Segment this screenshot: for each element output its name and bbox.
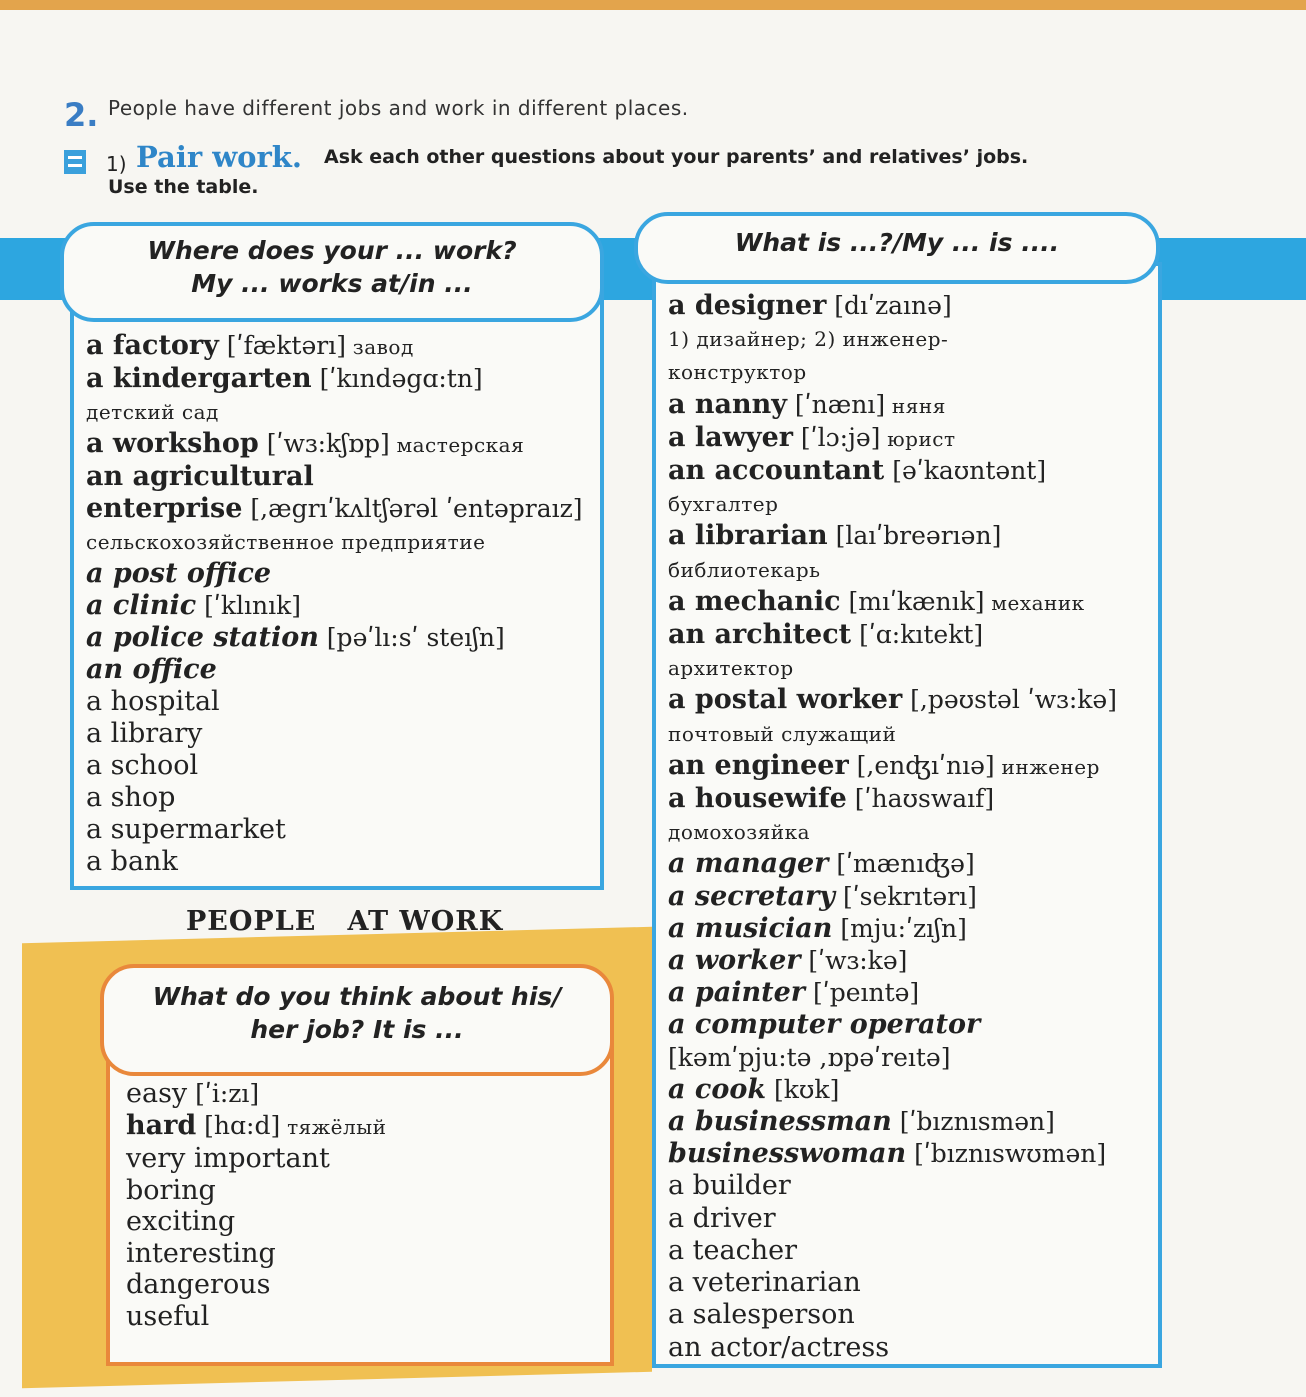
vocab-word: a supermarket (86, 814, 286, 845)
vocab-word: dangerous (126, 1269, 271, 1300)
vocab-word: a businessman (668, 1106, 892, 1138)
vocab-word: a bank (86, 846, 178, 877)
vocab-row (126, 1143, 386, 1175)
vocab-word: a veterinarian (668, 1267, 861, 1299)
vocab-word: a library (86, 718, 203, 749)
page-top-edge (0, 0, 1306, 10)
vocab-translation: сельскохозяйственное предприятие (86, 530, 486, 554)
vocab-word: easy (126, 1078, 188, 1109)
vocab-row (86, 846, 583, 878)
vocab-transcription: [kəmʹpju:tə ,ɒpəʹreıtə] (668, 1042, 951, 1072)
vocab-row (86, 558, 583, 590)
section-title: PEOPLE AT WORK (186, 906, 504, 937)
vocab-row (668, 520, 1117, 552)
vocab-word: interesting (126, 1237, 276, 1269)
vocab-row (668, 881, 1117, 913)
vocab-word: boring (126, 1174, 216, 1206)
vocab-row (126, 1110, 386, 1144)
vocab-row (86, 654, 583, 686)
vocab-row (668, 913, 1117, 945)
task-instruction-cont: Use the table. (108, 176, 259, 198)
vocab-row (668, 553, 1117, 586)
vocab-row (668, 586, 1117, 619)
places-bubble (60, 222, 604, 322)
vocab-transcription: [,ægrıʹkʌltʃərəl ʹentəpraız] (242, 494, 583, 523)
vocab-word: a hospital (86, 686, 220, 717)
vocab-translation: завод (345, 335, 414, 359)
vocab-word: a nanny (668, 388, 787, 420)
vocab-row (668, 1299, 1117, 1331)
vocab-row (668, 455, 1117, 487)
vocab-word: a driver (668, 1202, 776, 1234)
vocab-word: a shop (86, 782, 176, 813)
vocab-transcription: [ʹmænıʤə] (828, 849, 975, 879)
vocab-transcription: [ʹi:zı] (187, 1079, 260, 1108)
task-title: Pair work. (136, 140, 302, 174)
vocab-row (126, 1269, 386, 1301)
vocab-translation: конструктор (668, 360, 807, 385)
vocab-word: a workshop (86, 428, 259, 459)
opinions-bubble (100, 964, 614, 1076)
opinions-question-cont: her job? It is ... (250, 1015, 464, 1044)
vocab-word: enterprise (86, 493, 243, 524)
vocab-word: hard (126, 1109, 197, 1141)
vocab-word: a school (86, 750, 199, 781)
exercise-intro: People have different jobs and work in different places. (108, 96, 689, 120)
vocab-row (86, 622, 583, 654)
vocab-transcription: [ʹlɔ:jə] (792, 422, 881, 452)
jobs-list (668, 290, 1117, 1364)
vocab-word: very important (126, 1143, 330, 1174)
places-answer: My ... works at/in ... (191, 269, 473, 298)
vocab-transcription: [ʹwɜ:kʃɒp] (258, 429, 390, 458)
vocab-word: a librarian (668, 520, 828, 552)
vocab-row (86, 330, 583, 363)
vocab-row (668, 750, 1117, 783)
vocab-transcription: [kʊk] (766, 1074, 840, 1104)
vocab-word: an architect (668, 619, 852, 651)
vocab-row (668, 651, 1117, 684)
vocab-translation: 1) дизайнер; 2) инженер- (668, 327, 949, 352)
vocab-transcription: [mju:ʹzıʃn] (832, 913, 967, 943)
vocab-row (668, 355, 1117, 388)
vocab-word: a clinic (86, 590, 197, 621)
vocab-translation: мастерская (389, 433, 525, 457)
vocab-row (126, 1238, 386, 1270)
vocab-row (86, 461, 583, 493)
vocab-translation: архитектор (668, 656, 794, 681)
pair-work-icon (64, 150, 86, 174)
vocab-row (668, 945, 1117, 977)
vocab-transcription: [ʹsekrıtərı] (835, 881, 977, 911)
vocab-row (668, 1267, 1117, 1299)
vocab-translation: бухгалтер (668, 492, 779, 517)
vocab-word: a manager (668, 848, 829, 880)
task-instruction: Ask each other questions about your parents’ and relatives’ jobs. (324, 146, 1029, 168)
vocab-translation: механик (984, 590, 1085, 615)
vocab-row (86, 718, 583, 750)
vocab-word: an office (86, 654, 217, 685)
vocab-row (668, 422, 1117, 455)
vocab-transcription: [,pəʊstəl ʹwɜ:kə] (902, 685, 1117, 715)
jobs-bubble (634, 212, 1160, 284)
vocab-row (668, 815, 1117, 848)
vocab-word: a post office (86, 558, 272, 589)
exercise-number: 2. (64, 96, 99, 134)
vocab-word: an agricultural (86, 461, 314, 492)
vocab-row (668, 1042, 1117, 1074)
vocab-word: useful (126, 1300, 210, 1332)
vocab-row (668, 1074, 1117, 1106)
vocab-row (86, 525, 583, 558)
vocab-row (668, 1170, 1117, 1202)
vocab-transcription: [ʹfæktərı] (218, 331, 346, 360)
task-number: 1) (106, 152, 127, 176)
vocab-row (668, 290, 1117, 322)
vocab-translation: тяжёлый (280, 1114, 387, 1139)
vocab-word: a designer (668, 290, 827, 321)
vocab-translation: детский сад (86, 400, 219, 424)
vocab-word: a worker (668, 945, 801, 977)
vocab-transcription: [pəʹlı:sʹ steıʃn] (318, 623, 505, 652)
vocab-transcription: [ʹklınık] (196, 591, 301, 620)
opinions-question: What do you think about his/ (152, 982, 562, 1011)
vocab-transcription: [ʹwɜ:kə] (800, 946, 908, 976)
vocab-word: a postal worker (668, 684, 903, 716)
vocab-word: a mechanic (668, 585, 841, 617)
vocab-row (86, 686, 583, 718)
vocab-word: a computer operator (668, 1009, 981, 1041)
vocab-word: a secretary (668, 880, 835, 912)
vocab-row (126, 1175, 386, 1207)
vocab-transcription: [ʹhaʊswaıf] (846, 784, 995, 814)
vocab-word: a builder (668, 1170, 791, 1202)
vocab-row (86, 493, 583, 525)
vocab-word: a police station (86, 622, 319, 653)
vocab-word: businesswoman (668, 1138, 907, 1170)
vocab-word: a teacher (668, 1234, 798, 1266)
vocab-row (668, 783, 1117, 815)
vocab-row (86, 590, 583, 622)
vocab-row (86, 428, 583, 461)
vocab-transcription: [dıʹzaınə] (826, 291, 952, 320)
vocab-row (668, 487, 1117, 520)
vocab-row (668, 1106, 1117, 1138)
vocab-word: a salesperson (668, 1299, 855, 1331)
vocab-transcription: [ʹpeıntə] (805, 978, 920, 1008)
vocab-row (126, 1078, 386, 1110)
vocab-translation: почтовый служащий (668, 721, 897, 746)
jobs-question: What is ...?/My ... is .... (734, 228, 1060, 257)
vocab-row (86, 395, 583, 428)
vocab-translation: домохозяйка (668, 820, 811, 845)
opinions-list (126, 1078, 386, 1332)
vocab-transcription: [ʹbıznısmən] (891, 1107, 1055, 1137)
vocab-word: an engineer (668, 749, 849, 781)
vocab-transcription: [ʹnænı] (786, 389, 886, 419)
vocab-transcription: [mıʹkænık] (840, 586, 985, 616)
places-question: Where does your ... work? (147, 236, 517, 265)
vocab-row (668, 1138, 1117, 1170)
vocab-row (86, 750, 583, 782)
vocab-row (668, 1332, 1117, 1364)
vocab-word: a musician (668, 912, 833, 944)
vocab-row (668, 1009, 1117, 1041)
vocab-row (86, 814, 583, 846)
vocab-word: a painter (668, 977, 806, 1009)
vocab-word: a factory (86, 330, 219, 361)
vocab-row (668, 322, 1117, 355)
vocab-word: a kindergarten (86, 363, 312, 394)
vocab-translation: няня (885, 393, 946, 418)
vocab-row (668, 389, 1117, 422)
vocab-row (668, 717, 1117, 750)
vocab-row (668, 848, 1117, 880)
vocab-row (86, 782, 583, 814)
vocab-row (668, 684, 1117, 716)
vocab-transcription: [ʹɑ:kıtekt] (851, 620, 984, 650)
vocab-transcription: [,enʤıʹnıə] (848, 750, 995, 780)
vocab-word: a cook (668, 1073, 767, 1105)
vocab-word: a housewife (668, 783, 847, 815)
vocab-row (668, 977, 1117, 1009)
vocab-transcription: [əʹkaʊntənt] (884, 456, 1047, 486)
vocab-translation: юрист (880, 426, 956, 451)
vocab-row (126, 1301, 386, 1333)
vocab-row (668, 1203, 1117, 1235)
vocab-row (126, 1206, 386, 1238)
vocab-row (668, 1235, 1117, 1267)
vocab-row (668, 619, 1117, 651)
vocab-word: a lawyer (668, 421, 793, 453)
vocab-word: an accountant (668, 455, 885, 487)
vocab-transcription: [laıʹbreərıən] (827, 521, 1002, 551)
vocab-translation: инженер (994, 754, 1100, 779)
vocab-word: exciting (126, 1206, 236, 1237)
vocab-word: an actor/actress (668, 1331, 890, 1363)
vocab-transcription: [ʹbıznıswʊmən] (906, 1139, 1107, 1169)
vocab-translation: библиотекарь (668, 557, 821, 582)
vocab-transcription: [ʹkındəgɑ:tn] (311, 364, 483, 393)
places-list (86, 330, 583, 878)
vocab-transcription: [hɑ:d] (196, 1110, 281, 1140)
vocab-row (86, 363, 583, 395)
